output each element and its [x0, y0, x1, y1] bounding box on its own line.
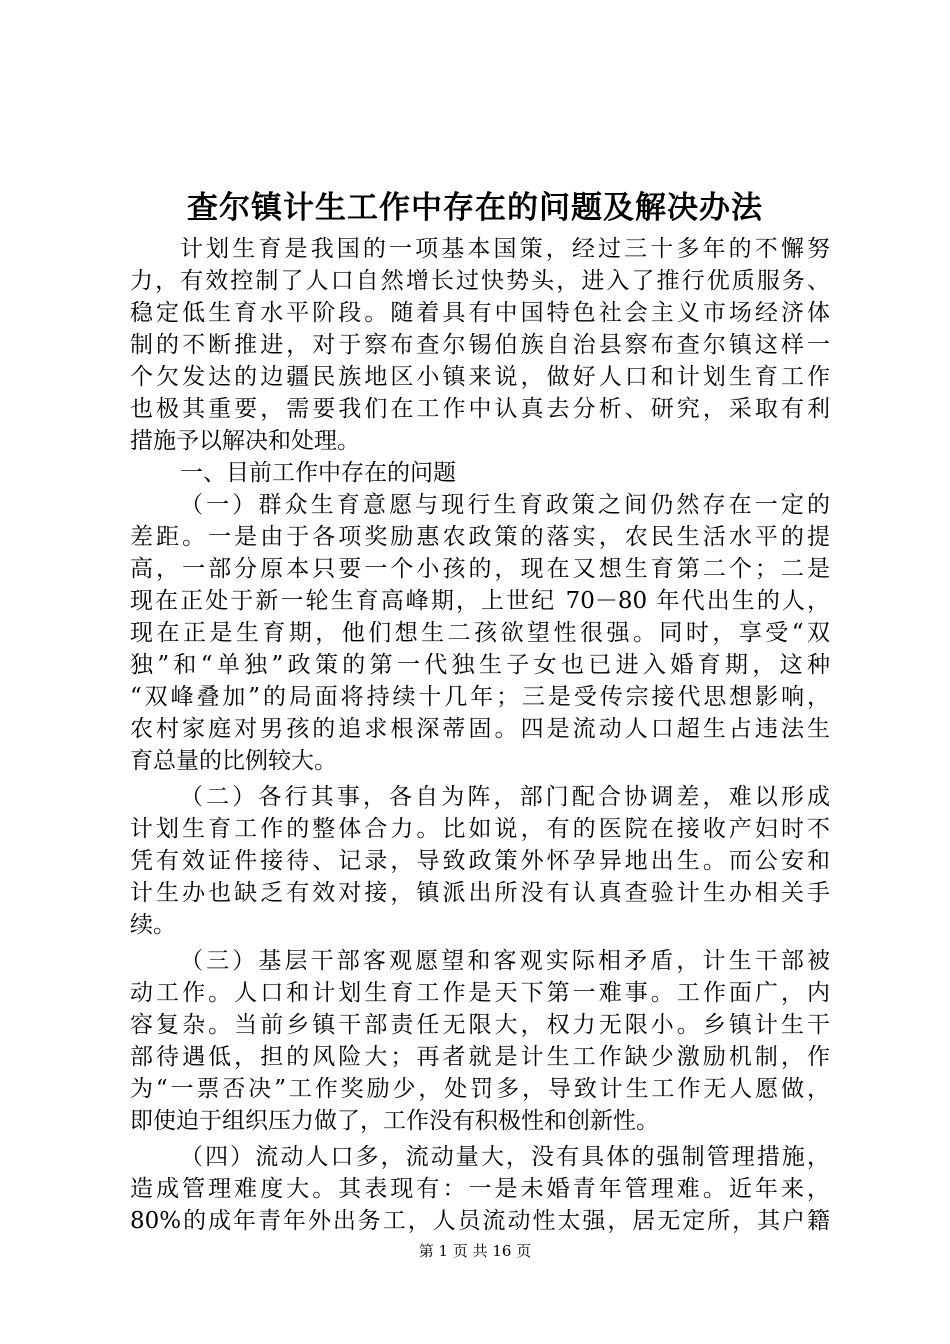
- body-line: 现在正处于新一轮生育高峰期，上世纪 70－80 年代出生的人，: [130, 588, 830, 614]
- body-line: 计生办也缺乏有效对接，镇派出所没有认真查验计生办相关手: [130, 880, 830, 906]
- body-line: 现在正是生育期，他们想生二孩欲望性很强。同时，享受“双: [130, 620, 830, 646]
- body-line: 育总量的比例较大。: [130, 748, 337, 774]
- body-line: 一、目前工作中存在的问题: [180, 460, 456, 486]
- body-line: 续。: [130, 912, 176, 938]
- body-line: 个欠发达的边疆民族地区小镇来说，做好人口和计划生育工作: [130, 364, 830, 390]
- body-line: （一）群众生育意愿与现行生育政策之间仍然存在一定的: [180, 492, 830, 518]
- body-line: 稳定低生育水平阶段。随着具有中国特色社会主义市场经济体: [130, 300, 830, 326]
- body-line: 80%的成年青年外出务工，人员流动性太强，居无定所，其户籍: [130, 1208, 830, 1234]
- body-line: 高，一部分原本只要一个小孩的，现在又想生育第二个；二是: [130, 556, 830, 582]
- body-line: 计划生育是我国的一项基本国策，经过三十多年的不懈努: [180, 236, 830, 262]
- body-line: （四）流动人口多，流动量大，没有具体的强制管理措施，: [180, 1144, 830, 1170]
- body-line: 差距。一是由于各项奖励惠农政策的落实，农民生活水平的提: [130, 524, 830, 550]
- body-line: （二）各行其事，各自为阵，部门配合协调差，难以形成: [180, 784, 830, 810]
- document-title: 查尔镇计生工作中存在的问题及解决办法: [187, 190, 763, 226]
- page-footer: 第 1 页 共 16 页: [418, 1242, 532, 1260]
- body-line: 容复杂。当前乡镇干部责任无限大，权力无限小。乡镇计生干: [130, 1012, 830, 1038]
- body-line: 即使迫于组织压力做了，工作没有积极性和创新性。: [130, 1108, 659, 1134]
- body-line: 制的不断推进，对于察布查尔锡伯族自治县察布查尔镇这样一: [130, 332, 830, 358]
- body-line: （三）基层干部客观愿望和客观实际相矛盾，计生干部被: [180, 948, 830, 974]
- body-line: 力，有效控制了人口自然增长过快势头，进入了推行优质服务、: [130, 268, 830, 294]
- body-line: 为“一票否决”工作奖励少，处罚多，导致计生工作无人愿做，: [130, 1076, 830, 1102]
- body-line: 措施予以解决和处理。: [130, 428, 360, 454]
- body-line: 农村家庭对男孩的追求根深蒂固。四是流动人口超生占违法生: [130, 716, 830, 742]
- body-line: 动工作。人口和计划生育工作是天下第一难事。工作面广，内: [130, 980, 830, 1006]
- body-line: 也极其重要，需要我们在工作中认真去分析、研究，采取有利: [130, 396, 830, 422]
- body-line: 凭有效证件接待、记录，导致政策外怀孕异地出生。而公安和: [130, 848, 830, 874]
- body-line: 造成管理难度大。其表现有：一是未婚青年管理难。近年来，: [130, 1176, 830, 1202]
- body-line: 部待遇低，担的风险大；再者就是计生工作缺少激励机制，作: [130, 1044, 830, 1070]
- body-line: 计划生育工作的整体合力。比如说，有的医院在接收产妇时不: [130, 816, 830, 842]
- body-line: 独”和“单独”政策的第一代独生子女也已进入婚育期，这种: [130, 652, 830, 678]
- body-line: “双峰叠加”的局面将持续十几年；三是受传宗接代思想影响，: [130, 684, 830, 710]
